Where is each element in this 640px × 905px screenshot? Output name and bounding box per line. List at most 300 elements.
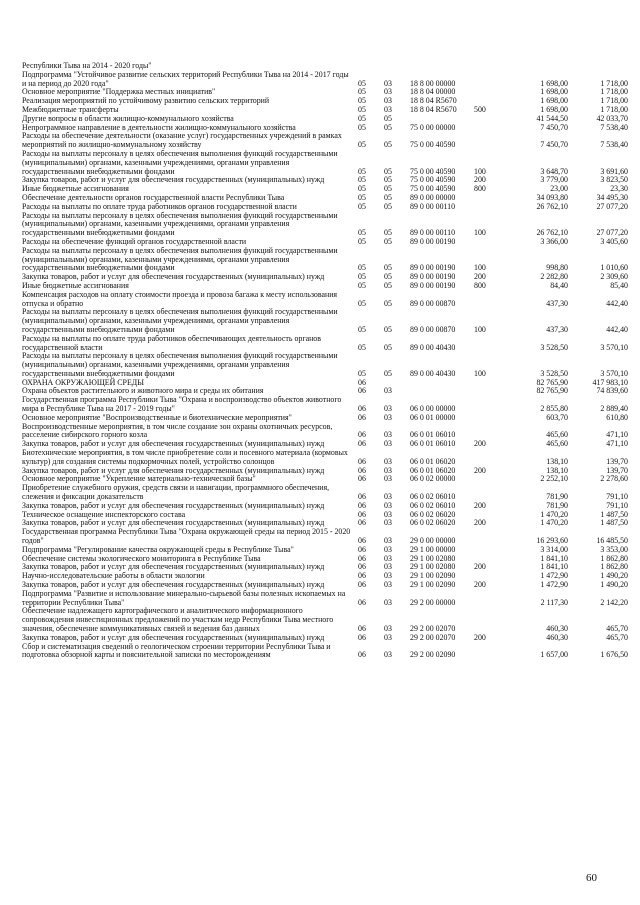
row-section-code: 05 bbox=[358, 298, 366, 308]
row-description: Реализация мероприятий по устойчивому развитию сельских территорий bbox=[22, 96, 270, 106]
row-target-article: 18 8 04 R5670 bbox=[410, 96, 457, 106]
row-target-article: 75 0 00 40590 bbox=[410, 184, 456, 194]
row-subsection-code: 05 bbox=[384, 342, 392, 352]
row-section-code: 06 bbox=[358, 624, 366, 633]
row-target-article: 29 1 00 02090 bbox=[410, 571, 456, 581]
row-target-article: 29 1 00 02080 bbox=[410, 562, 456, 572]
row-amount-year2: 2 142,20 bbox=[600, 597, 628, 607]
table-row bbox=[22, 607, 628, 633]
row-section-code: 05 bbox=[358, 96, 366, 106]
row-section-code: 06 bbox=[358, 544, 366, 554]
row-amount-year2: 3 353,00 bbox=[600, 544, 628, 554]
row-description: Обеспечение деятельности органов государственной власти Республики Тыва bbox=[22, 192, 285, 202]
row-description: Закупка товаров, работ и услуг для обеспечения государственных (муниципальных) нужд bbox=[22, 562, 325, 572]
row-subsection-code: 05 bbox=[384, 140, 392, 150]
row-target-article: 89 0 00 00190 bbox=[410, 236, 456, 246]
row-target-article: 06 0 01 00000 bbox=[410, 412, 456, 422]
page-number: 60 bbox=[586, 872, 597, 884]
row-subsection-code: 03 bbox=[384, 465, 392, 475]
row-amount-year1: 7 450,70 bbox=[540, 140, 568, 150]
row-amount-year2: 1 718,00 bbox=[600, 87, 628, 97]
row-amount-year2: 1 718,00 bbox=[600, 96, 628, 106]
row-amount-year2: 23,30 bbox=[610, 184, 628, 194]
row-amount-year2: 1 862,80 bbox=[600, 553, 628, 563]
row-section-code: 05 bbox=[358, 184, 366, 194]
row-target-article: 06 0 02 00000 bbox=[410, 474, 456, 484]
row-amount-year2: 16 485,50 bbox=[596, 536, 628, 546]
row-expense-type bbox=[472, 546, 506, 555]
row-expense-type bbox=[472, 484, 506, 502]
row-subsection-code: 05 bbox=[384, 324, 392, 334]
row-expense-type bbox=[472, 203, 506, 212]
row-expense-type bbox=[472, 414, 506, 423]
row-expense-type bbox=[472, 528, 506, 546]
row-description: Закупка товаров, работ и услуг для обеспечения государственных (муниципальных) нужд bbox=[22, 465, 325, 475]
row-amount-year2: 791,10 bbox=[606, 492, 628, 502]
row-description: Расходы на выплаты персоналу в целях обеспечения выполнения функций государственными (муниципальными) органами, казенными учреждениями, органами управления государственными внебюджетными фондами bbox=[22, 351, 338, 378]
row-target-article bbox=[410, 62, 472, 71]
row-amount-year2: 34 495,30 bbox=[596, 192, 628, 202]
row-expense-type bbox=[472, 379, 506, 388]
row-subsection-code: 03 bbox=[384, 624, 392, 633]
row-description: Республики Тыва на 2014 - 2020 годы" bbox=[22, 61, 152, 70]
row-section-code: 06 bbox=[358, 650, 366, 660]
row-amount-year2: 2 309,60 bbox=[600, 272, 628, 282]
row-subsection-code: 03 bbox=[384, 562, 392, 572]
row-description: Приобретение служебного оружия, средств связи и навигации, программного обеспечения, слежения и фиксации доказательств bbox=[22, 483, 330, 502]
row-section-code: 06 bbox=[358, 456, 366, 466]
table-row bbox=[22, 643, 628, 661]
row-amount-year2 bbox=[568, 62, 628, 71]
row-description: Расходы на выплаты персоналу в целях обеспечения выполнения функций государственными (муниципальными) органами, казенными учреждениями, органами управления государственными внебюджетными фондами bbox=[22, 210, 338, 238]
row-subsection-code: 03 bbox=[384, 544, 392, 554]
row-description: Техническое оснащение инспекторского состава bbox=[22, 509, 186, 519]
row-amount-year2: 42 033,70 bbox=[596, 113, 628, 123]
row-subsection-code: 05 bbox=[384, 228, 392, 238]
row-section-code: 06 bbox=[358, 553, 366, 563]
row-subsection-code: 03 bbox=[384, 553, 392, 563]
row-amount-year1: 1 698,00 bbox=[540, 78, 568, 88]
row-description: ОХРАНА ОКРУЖАЮЩЕЙ СРЕДЫ bbox=[22, 377, 145, 387]
row-expense-type bbox=[472, 590, 506, 608]
row-target-article: 06 0 02 06020 bbox=[410, 518, 456, 528]
row-description: Сбор и систематизация сведений о геологическом строении территории Республики Тыва и подготовка обзорной карты и пояснительной записки по месторождениям bbox=[22, 641, 331, 660]
table-row bbox=[22, 132, 628, 150]
row-target-article: 89 0 00 40430 bbox=[410, 342, 456, 352]
row-description: Основное мероприятие "Поддержка местных инициатив" bbox=[22, 87, 216, 97]
row-target-article: 18 8 00 00000 bbox=[410, 78, 456, 88]
row-section-code: 06 bbox=[358, 536, 366, 546]
table-row bbox=[22, 291, 628, 309]
row-amount-year1: 2 855,80 bbox=[540, 404, 568, 414]
row-amount-year1: 82 765,90 bbox=[536, 386, 568, 396]
row-amount-year2: 791,10 bbox=[606, 500, 628, 510]
row-target-article: 89 0 00 00190 bbox=[410, 263, 456, 273]
row-target-article: 75 0 00 40590 bbox=[410, 140, 456, 150]
row-subsection-code: 05 bbox=[384, 113, 392, 123]
row-section-code: 06 bbox=[358, 562, 366, 572]
row-amount-year1: 1 657,00 bbox=[540, 650, 568, 660]
row-section-code: 05 bbox=[358, 166, 366, 176]
row-description: Основное мероприятие "Воспроизводственные и биотехнические мероприятия" bbox=[22, 412, 292, 422]
row-target-article: 06 0 02 06010 bbox=[410, 492, 456, 502]
row-section-code: 06 bbox=[358, 439, 366, 449]
row-target-article: 06 0 01 06010 bbox=[410, 430, 456, 440]
row-section-code: 05 bbox=[358, 280, 366, 290]
row-amount-year1: 1 472,90 bbox=[540, 580, 568, 590]
row-subsection-code: 05 bbox=[384, 263, 392, 273]
row-amount-year1: 26 762,10 bbox=[536, 228, 568, 238]
row-description: Обеспечение системы экологического мониторинга в Республике Тыва bbox=[22, 553, 261, 563]
row-subsection-code: 03 bbox=[384, 509, 392, 519]
row-amount-year1: 3 648,70 bbox=[540, 166, 568, 176]
row-section-code: 06 bbox=[358, 430, 366, 440]
row-target-article: 18 8 04 00000 bbox=[410, 87, 456, 97]
row-target-article: 06 0 01 06020 bbox=[410, 456, 456, 466]
row-description: Расходы на выплаты по оплате труда работников органов государственной власти bbox=[22, 201, 297, 211]
row-amount-year2: 1 487,50 bbox=[600, 509, 628, 519]
row-amount-year2: 471,10 bbox=[606, 430, 628, 440]
row-amount-year2: 465,70 bbox=[606, 632, 628, 642]
table-row bbox=[22, 212, 628, 238]
row-subsection-code: 03 bbox=[384, 104, 392, 114]
row-description: Закупка товаров, работ и услуг для обеспечения государственных (муниципальных) нужд bbox=[22, 500, 325, 510]
row-amount-year2: 2 889,40 bbox=[600, 404, 628, 414]
row-amount-year1: 460,30 bbox=[546, 624, 568, 633]
row-expense-type: 200 bbox=[474, 272, 486, 282]
row-description: Подпрограмма "Развитие и использование минерально-сырьевой базы полезных ископаемых на территории Республики Тыва" bbox=[22, 588, 346, 607]
row-section-code: 05 bbox=[358, 342, 366, 352]
row-subsection-code: 03 bbox=[384, 96, 392, 106]
row-subsection-code: 03 bbox=[384, 412, 392, 422]
row-amount-year1: 781,90 bbox=[546, 500, 568, 510]
row-target-article: 29 1 00 02090 bbox=[410, 580, 456, 590]
row-expense-type bbox=[472, 194, 506, 203]
row-section-code: 05 bbox=[358, 201, 366, 211]
table-row bbox=[22, 449, 628, 467]
row-target-article: 29 1 00 02080 bbox=[410, 553, 456, 563]
row-expense-type: 100 bbox=[474, 368, 486, 378]
row-amount-year2: 85,40 bbox=[610, 280, 628, 290]
table-row bbox=[22, 528, 628, 546]
row-section-code: 05 bbox=[358, 122, 366, 132]
row-amount-year1: 437,30 bbox=[546, 298, 568, 308]
row-amount-year1: 465,60 bbox=[546, 439, 568, 449]
row-amount-year1: 3 314,00 bbox=[540, 544, 568, 554]
row-expense-type: 200 bbox=[474, 500, 486, 510]
row-section-code: 05 bbox=[358, 272, 366, 282]
row-amount-year1: 998,80 bbox=[546, 263, 568, 273]
row-description: Другие вопросы в области жилищно-коммунального хозяйства bbox=[22, 113, 234, 123]
row-description: Биотехнические мероприятия, в том числе приобретение соли и посевного материала (кормовых культур) для создания системы подкормочных полей, устройство солонцов bbox=[22, 448, 348, 466]
row-target-article bbox=[410, 379, 472, 388]
row-amount-year1: 138,10 bbox=[546, 465, 568, 475]
row-section-code: 06 bbox=[358, 518, 366, 528]
row-subsection-code: 03 bbox=[384, 518, 392, 528]
row-description: Подпрограмма "Устойчивое развитие сельских территорий Республики Тыва на 2014 - 2017 годы и на период до 2020 года" bbox=[22, 69, 349, 88]
table-row bbox=[22, 335, 628, 353]
row-section-code: 06 bbox=[358, 597, 366, 607]
row-subsection-code: 03 bbox=[384, 474, 392, 484]
row-amount-year1: 2 282,80 bbox=[540, 272, 568, 282]
row-expense-type: 200 bbox=[474, 465, 486, 475]
row-target-article: 18 8 04 R5670 bbox=[410, 104, 457, 114]
row-description: Закупка товаров, работ и услуг для обеспечения государственных (муниципальных) нужд bbox=[22, 439, 325, 449]
row-section-code: 06 bbox=[358, 632, 366, 642]
row-expense-type: 200 bbox=[474, 439, 486, 449]
row-expense-type: 200 bbox=[474, 175, 486, 185]
row-amount-year2: 1 487,50 bbox=[600, 518, 628, 528]
row-section-code: 05 bbox=[358, 113, 366, 123]
budget-table bbox=[22, 62, 628, 660]
row-amount-year2: 139,70 bbox=[606, 465, 628, 475]
row-amount-year1: 2 252,10 bbox=[540, 474, 568, 484]
row-amount-year1: 1 841,10 bbox=[540, 553, 568, 563]
row-subsection-code: 03 bbox=[384, 597, 392, 607]
row-subsection-code: 05 bbox=[384, 166, 392, 176]
row-target-article: 06 0 02 06010 bbox=[410, 500, 456, 510]
row-expense-type bbox=[472, 88, 506, 97]
row-amount-year1: 138,10 bbox=[546, 456, 568, 466]
row-expense-type: 200 bbox=[474, 580, 486, 590]
row-amount-year2: 610,80 bbox=[606, 412, 628, 422]
table-row bbox=[22, 150, 628, 176]
table-row bbox=[22, 308, 628, 334]
row-expense-type: 200 bbox=[474, 632, 486, 642]
row-section-code: 05 bbox=[358, 104, 366, 114]
row-section-code: 05 bbox=[358, 87, 366, 97]
row-subsection-code: 05 bbox=[384, 236, 392, 246]
row-target-article: 89 0 00 00000 bbox=[410, 192, 456, 202]
row-description: Подпрограмма "Регулирование качества окружающей среды в Республике Тыва" bbox=[22, 544, 294, 554]
row-amount-year1: 3 528,50 bbox=[540, 342, 568, 352]
row-expense-type bbox=[472, 62, 506, 71]
row-amount-year1: 603,70 bbox=[546, 412, 568, 422]
row-section-code: 06 bbox=[358, 474, 366, 484]
row-section-code: 06 bbox=[358, 386, 366, 396]
row-amount-year2: 3 570,10 bbox=[600, 342, 628, 352]
row-expense-type bbox=[472, 238, 506, 247]
row-amount-year2: 1 676,50 bbox=[600, 650, 628, 660]
row-target-article: 89 0 00 40430 bbox=[410, 368, 456, 378]
row-expense-type bbox=[472, 291, 506, 309]
row-amount-year1 bbox=[506, 62, 568, 71]
row-expense-type bbox=[472, 607, 506, 633]
row-section-code: 05 bbox=[358, 368, 366, 378]
row-amount-year1: 1 841,10 bbox=[540, 562, 568, 572]
row-section-code: 05 bbox=[358, 263, 366, 273]
row-amount-year1: 16 293,60 bbox=[536, 536, 568, 546]
row-subsection-code: 05 bbox=[384, 184, 392, 194]
row-amount-year2: 1 718,00 bbox=[600, 78, 628, 88]
row-amount-year1: 437,30 bbox=[546, 324, 568, 334]
row-description: Компенсация расходов на оплату стоимости проезда и провоза багажа к месту использования отпуска и обратно bbox=[22, 289, 338, 308]
row-section-code: 06 bbox=[358, 465, 366, 475]
row-subsection-code: 03 bbox=[384, 78, 392, 88]
row-subsection-code: 05 bbox=[384, 192, 392, 202]
table-row bbox=[22, 484, 628, 502]
row-description: Непрограммное направление в деятельности жилищно-коммунального хозяйства bbox=[22, 122, 296, 132]
row-target-article: 29 2 00 02070 bbox=[410, 632, 456, 642]
row-section-code: 06 bbox=[358, 377, 366, 387]
row-expense-type: 200 bbox=[474, 562, 486, 572]
row-target-article bbox=[410, 387, 472, 396]
row-amount-year2: 27 077,20 bbox=[596, 228, 628, 238]
row-description: Закупка товаров, работ и услуг для обеспечения государственных (муниципальных) нужд bbox=[22, 518, 325, 528]
row-target-article: 89 0 00 00110 bbox=[410, 228, 456, 238]
row-amount-year1: 26 762,10 bbox=[536, 201, 568, 211]
row-target-article: 29 0 00 00000 bbox=[410, 536, 456, 546]
row-target-article: 29 2 00 02090 bbox=[410, 650, 456, 660]
row-section-code: 05 bbox=[358, 236, 366, 246]
row-description: Государственная программа Республики Тыва "Охрана окружающей среды на период 2015 - 2020 годов" bbox=[22, 527, 351, 546]
row-amount-year1: 1 470,20 bbox=[540, 509, 568, 519]
row-amount-year1: 1 698,00 bbox=[540, 96, 568, 106]
row-section-code: 06 bbox=[358, 412, 366, 422]
table-row bbox=[22, 352, 628, 378]
row-section-code: 05 bbox=[358, 324, 366, 334]
row-expense-type bbox=[472, 335, 506, 353]
row-target-article: 06 0 01 06020 bbox=[410, 465, 456, 475]
row-description: Межбюджетные трансферты bbox=[22, 104, 119, 114]
row-section-code: 05 bbox=[358, 78, 366, 88]
row-target-article: 75 0 00 00000 bbox=[410, 122, 456, 132]
row-amount-year2: 442,40 bbox=[606, 298, 628, 308]
row-target-article: 75 0 00 40590 bbox=[410, 166, 456, 176]
row-expense-type bbox=[472, 124, 506, 133]
row-subsection-code: 05 bbox=[384, 122, 392, 132]
row-expense-type: 100 bbox=[474, 324, 486, 334]
row-description: Иные бюджетные ассигнования bbox=[22, 280, 129, 290]
row-description: Научно-исследовательские работы в области экологии bbox=[22, 571, 205, 581]
row-expense-type: 200 bbox=[474, 518, 486, 528]
row-amount-year1: 7 450,70 bbox=[540, 122, 568, 132]
row-subsection-code: 05 bbox=[384, 280, 392, 290]
row-description: Расходы на обеспечение функций органов государственной власти bbox=[22, 236, 247, 246]
row-expense-type bbox=[472, 475, 506, 484]
row-amount-year2: 27 077,20 bbox=[596, 201, 628, 211]
row-description: Расходы на выплаты персоналу в целях обеспечения выполнения функций государственными (муниципальными) органами, казенными учреждениями, органами управления государственными внебюджетными фондами bbox=[22, 245, 338, 273]
row-description: Закупка товаров, работ и услуг для обеспечения государственных (муниципальных) нужд bbox=[22, 580, 325, 590]
row-expense-type bbox=[472, 71, 506, 89]
row-amount-year1: 1 698,00 bbox=[540, 104, 568, 114]
row-amount-year2: 3 691,60 bbox=[600, 166, 628, 176]
row-description: Иные бюджетные ассигнования bbox=[22, 184, 129, 194]
row-target-article: 29 1 00 00000 bbox=[410, 544, 456, 554]
table-row bbox=[22, 247, 628, 273]
table-row bbox=[22, 71, 628, 89]
row-expense-type: 800 bbox=[474, 184, 486, 194]
row-subsection-code: 03 bbox=[384, 430, 392, 440]
row-expense-type bbox=[472, 423, 506, 441]
row-target-article: 29 2 00 00000 bbox=[410, 597, 456, 607]
row-expense-type: 100 bbox=[474, 166, 486, 176]
row-description: Воспроизводственные мероприятия, в том числе создание зон охраны охотничьих ресурсов, расселение сибирского горного козла bbox=[22, 421, 333, 440]
row-amount-year1: 82 765,90 bbox=[536, 377, 568, 387]
row-target-article: 89 0 00 00190 bbox=[410, 272, 456, 282]
row-expense-type bbox=[472, 643, 506, 661]
row-section-code: 05 bbox=[358, 140, 366, 150]
row-subsection-code: 03 bbox=[384, 650, 392, 660]
row-target-article: 29 2 00 02070 bbox=[410, 624, 456, 633]
row-description: Расходы на выплаты по оплате труда работников обеспечивающих деятельность органов государственной власти bbox=[22, 333, 321, 352]
row-subsection-code: 03 bbox=[384, 492, 392, 502]
row-amount-year2: 417 983,10 bbox=[592, 377, 628, 387]
row-target-article: 06 0 02 06020 bbox=[410, 509, 456, 519]
row-subsection-code bbox=[384, 62, 410, 71]
row-target-article: 06 0 01 06010 bbox=[410, 439, 456, 449]
row-description: Обеспечение надлежащего картографического и аналитического информационного сопровождения инвестиционных предложений по участкам недр Республики Тыва местного значения, обеспечение коммуникативных связей и ведения баз данных bbox=[22, 606, 334, 633]
row-amount-year2: 1 490,20 bbox=[600, 571, 628, 581]
row-description: Закупка товаров, работ и услуг для обеспечения государственных (муниципальных) нужд bbox=[22, 632, 325, 642]
row-amount-year2: 1 490,20 bbox=[600, 580, 628, 590]
row-expense-type bbox=[472, 132, 506, 150]
row-target-article: 89 0 00 00110 bbox=[410, 201, 456, 211]
row-amount-year1: 465,60 bbox=[546, 430, 568, 440]
row-section-code: 06 bbox=[358, 500, 366, 510]
row-section-code: 06 bbox=[358, 580, 366, 590]
row-amount-year2: 442,40 bbox=[606, 324, 628, 334]
row-expense-type bbox=[472, 387, 506, 396]
row-section-code: 05 bbox=[358, 175, 366, 185]
row-target-article: 89 0 00 00870 bbox=[410, 324, 456, 334]
row-amount-year2: 1 010,60 bbox=[600, 263, 628, 273]
row-amount-year1: 781,90 bbox=[546, 492, 568, 502]
row-amount-year2: 7 538,40 bbox=[600, 122, 628, 132]
row-amount-year2: 7 538,40 bbox=[600, 140, 628, 150]
row-amount-year2: 471,10 bbox=[606, 439, 628, 449]
row-amount-year2: 1 718,00 bbox=[600, 104, 628, 114]
row-amount-year1: 2 117,30 bbox=[540, 597, 568, 607]
row-target-article: 89 0 00 00190 bbox=[410, 280, 456, 290]
row-amount-year2: 465,70 bbox=[606, 624, 628, 633]
row-amount-year1: 3 779,00 bbox=[540, 175, 568, 185]
row-amount-year1: 41 544,50 bbox=[536, 113, 568, 123]
row-expense-type: 100 bbox=[474, 228, 486, 238]
row-amount-year2: 2 278,60 bbox=[600, 474, 628, 484]
table-row bbox=[22, 423, 628, 441]
row-target-article: 75 0 00 40590 bbox=[410, 175, 456, 185]
row-description: Расходы на обеспечение деятельности (оказание услуг) государственных учреждений в рамках мероприятий по жилищно-коммунальному хозяйству bbox=[22, 131, 342, 150]
row-amount-year2: 1 862,80 bbox=[600, 562, 628, 572]
row-amount-year1: 1 698,00 bbox=[540, 87, 568, 97]
row-subsection-code: 05 bbox=[384, 175, 392, 185]
row-description: Расходы на выплаты персоналу в целях обеспечения выполнения функций государственными (муниципальными) органами, казенными учреждениями, органами управления государственными внебюджетными фондами bbox=[22, 148, 338, 176]
row-section-code: 05 bbox=[358, 228, 366, 238]
row-expense-type bbox=[472, 115, 506, 124]
row-description: Расходы на выплаты персоналу в целях обеспечения выполнения функций государственными (муниципальными) органами, казенными учреждениями, органами управления государственными внебюджетными фондами bbox=[22, 307, 338, 334]
row-amount-year2: 139,70 bbox=[606, 456, 628, 466]
row-amount-year1: 23,00 bbox=[550, 184, 568, 194]
budget-table-body bbox=[22, 62, 628, 660]
row-amount-year1: 84,40 bbox=[550, 280, 568, 290]
row-description: Государственная программа Республики Тыва "Охрана и воспроизводство объектов животного мира в Республике Тыва на 2017 - 2019 годы" bbox=[22, 395, 342, 414]
row-target-article: 06 0 00 00000 bbox=[410, 404, 456, 414]
row-expense-type bbox=[472, 449, 506, 467]
row-subsection-code: 03 bbox=[384, 439, 392, 449]
row-amount-year2: 74 839,60 bbox=[596, 386, 628, 396]
row-subsection-code: 05 bbox=[384, 368, 392, 378]
row-expense-type: 100 bbox=[474, 263, 486, 273]
row-description: Основное мероприятие "Укрепление материально-технической базы" bbox=[22, 474, 256, 484]
row-subsection-code: 03 bbox=[384, 87, 392, 97]
table-row bbox=[22, 396, 628, 414]
row-subsection-code: 05 bbox=[384, 298, 392, 308]
row-amount-year1: 460,30 bbox=[546, 632, 568, 642]
row-section-code: 06 bbox=[358, 492, 366, 502]
row-subsection-code: 03 bbox=[384, 580, 392, 590]
row-amount-year1: 3 528,50 bbox=[540, 368, 568, 378]
